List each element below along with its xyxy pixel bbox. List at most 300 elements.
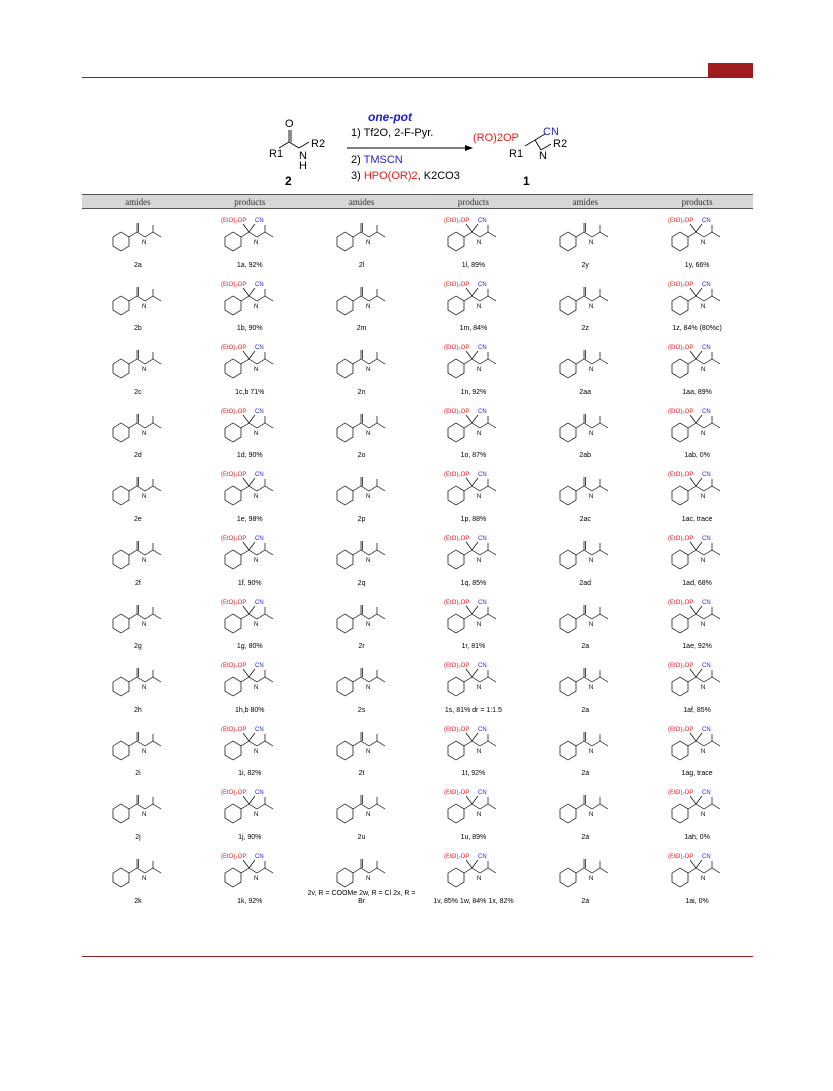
nitrogen-label: N [701, 748, 706, 755]
nitrogen-label: N [477, 812, 482, 819]
table-cell [641, 400, 753, 464]
nitrogen-label: N [477, 240, 482, 246]
phosphonate-label: (EtO)₂OP [444, 472, 470, 479]
table-cell [194, 654, 306, 718]
substrate-table [82, 194, 753, 909]
product-structure [438, 406, 508, 446]
table-cell [82, 845, 194, 909]
nitrogen-label: N [701, 875, 706, 882]
phosphonate-label: (EtO)₂OP [668, 535, 694, 542]
table-cell [306, 209, 418, 273]
amide-caption: 2o [357, 452, 366, 460]
table-cell [306, 527, 418, 591]
nitrogen-label: N [253, 240, 259, 246]
table-cell [641, 654, 753, 718]
table-cell [306, 400, 418, 464]
product-structure [215, 660, 285, 700]
nitrogen-label: N [477, 557, 482, 564]
nitrile-label: CN [478, 472, 488, 479]
table-cell [529, 209, 641, 273]
nitrile-label: CN [702, 535, 711, 542]
reaction-scheme [255, 110, 585, 190]
product-structure [215, 469, 285, 509]
nitrogen-label: N [701, 812, 706, 819]
amide-structure [327, 724, 397, 764]
amide-structure [550, 533, 620, 573]
phosphonate-label: (EtO)₂OP [220, 853, 247, 860]
nitrile-label: CN [478, 535, 488, 542]
nitrogen-label: N [589, 240, 594, 246]
nitrile-label: CN [254, 599, 264, 606]
table-cell [194, 463, 306, 527]
amide-caption: 2d [134, 452, 142, 460]
table-cell [418, 209, 530, 273]
amide-caption: 2n [357, 388, 366, 396]
table-cell [82, 209, 194, 273]
scheme-amide-h: H [299, 160, 307, 172]
scheme-amide-r1: R1 [269, 148, 284, 160]
table-cell [641, 781, 753, 845]
nitrogen-label: N [141, 812, 147, 819]
nitrogen-label: N [253, 875, 259, 882]
product-structure [215, 406, 285, 446]
table-cell [82, 527, 194, 591]
amide-structure [327, 787, 397, 827]
phosphonate-label: (EtO)₂OP [668, 408, 694, 415]
nitrogen-label: N [589, 494, 594, 501]
table-cell [82, 273, 194, 337]
amide-structure [550, 215, 620, 255]
table-cell [529, 463, 641, 527]
amide-structure [550, 279, 620, 319]
table-cell [418, 845, 530, 909]
product-caption: 1h,b 80% [234, 706, 265, 714]
phosphonate-label: (EtO)₂OP [668, 281, 694, 288]
amide-caption: 2s [357, 706, 366, 714]
table-cell [641, 336, 753, 400]
table-cell [82, 400, 194, 464]
header-amides-2: amides [348, 197, 375, 207]
table-cell [529, 527, 641, 591]
amide-caption: 2q [357, 579, 366, 587]
table-cell [641, 591, 753, 655]
product-structure [438, 597, 508, 637]
nitrogen-label: N [477, 430, 482, 437]
amide-structure [327, 215, 397, 255]
product-caption: 1d, 90% [236, 452, 263, 460]
amide-caption: 2c [134, 388, 142, 396]
table-header [82, 194, 753, 209]
amide-caption: 2f [134, 579, 141, 587]
amide-caption: 2k [134, 897, 142, 905]
nitrile-label: CN [478, 599, 488, 606]
product-caption: 1ac, trace [681, 515, 713, 523]
amide-caption: 2b [134, 325, 142, 333]
nitrogen-label: N [477, 685, 482, 692]
nitrile-label: CN [254, 281, 264, 288]
nitrogen-label: N [589, 685, 594, 692]
table-cell [194, 400, 306, 464]
table-cell [82, 654, 194, 718]
table-cell [418, 591, 530, 655]
nitrogen-label: N [141, 748, 147, 755]
amide-caption: 2h [134, 706, 142, 714]
nitrogen-label: N [365, 557, 370, 564]
amide-caption: 2ad [579, 579, 592, 587]
nitrogen-label: N [701, 303, 706, 310]
amide-structure [103, 279, 173, 319]
product-structure [662, 406, 732, 446]
nitrogen-label: N [589, 557, 594, 564]
product-caption: 1a, 92% [236, 261, 263, 269]
amide-structure [103, 406, 173, 446]
nitrogen-label: N [365, 240, 370, 246]
nitrogen-label: N [477, 748, 482, 755]
product-caption: 1e, 98% [236, 515, 263, 523]
amide-structure [550, 406, 620, 446]
scheme-amide-r2: R2 [311, 138, 326, 150]
phosphonate-label: (EtO)₂OP [444, 345, 470, 352]
nitrile-label: CN [478, 218, 488, 224]
nitrogen-label: N [365, 812, 370, 819]
phosphonate-label: (EtO)₂OP [444, 408, 470, 415]
nitrile-label: CN [702, 790, 711, 797]
nitrogen-label: N [701, 557, 706, 564]
table-cell [306, 718, 418, 782]
scheme-product-phos: (RO)2OP [473, 132, 519, 144]
nitrogen-label: N [589, 748, 594, 755]
product-structure [215, 533, 285, 573]
nitrogen-label: N [141, 621, 147, 628]
nitrogen-label: N [701, 367, 706, 374]
nitrogen-label: N [365, 303, 370, 310]
header-products-3: products [681, 197, 713, 207]
phosphonate-label: (EtO)₂OP [220, 218, 247, 224]
nitrogen-label: N [141, 367, 147, 374]
phosphonate-label: (EtO)₂OP [668, 663, 694, 670]
amide-caption: 2e [134, 515, 142, 523]
table-cell [529, 400, 641, 464]
amide-structure [103, 851, 173, 891]
phosphonate-label: (EtO)₂OP [220, 408, 247, 415]
scheme-step1: 1) Tf2O, 2-F-Pyr. [351, 127, 434, 139]
nitrogen-label: N [589, 621, 594, 628]
product-structure [215, 215, 285, 255]
nitrile-label: CN [478, 726, 488, 733]
product-structure [215, 597, 285, 637]
amide-caption: 2i [135, 770, 141, 778]
nitrile-label: CN [254, 853, 264, 860]
amide-caption: 2g [134, 643, 142, 651]
phosphonate-label: (EtO)₂OP [220, 472, 247, 479]
table-cell [641, 845, 753, 909]
scheme-product-r2: R2 [553, 138, 568, 150]
product-structure [662, 597, 732, 637]
nitrile-label: CN [478, 663, 488, 670]
amide-structure [103, 342, 173, 382]
product-structure [215, 787, 285, 827]
table-cell [82, 718, 194, 782]
nitrogen-label: N [701, 240, 706, 246]
table-cell [194, 209, 306, 273]
table-cell [641, 209, 753, 273]
table-cell [306, 273, 418, 337]
nitrile-label: CN [254, 472, 264, 479]
product-caption: 1ah, 0% [684, 833, 710, 841]
nitrogen-label: N [589, 367, 594, 374]
table-body [82, 209, 753, 909]
amide-structure [327, 342, 397, 382]
amide-caption: 2t [358, 770, 365, 778]
amide-structure [103, 533, 173, 573]
table-cell [641, 273, 753, 337]
phosphonate-label: (EtO)₂OP [444, 726, 470, 733]
nitrogen-label: N [253, 557, 259, 564]
table-cell [194, 718, 306, 782]
amide-structure [550, 342, 620, 382]
product-structure [215, 342, 285, 382]
amide-caption: 2aa [579, 388, 592, 396]
nitrile-label: CN [254, 218, 264, 224]
product-structure [215, 851, 285, 891]
phosphonate-label: (EtO)₂OP [444, 218, 470, 224]
product-structure [438, 724, 508, 764]
nitrogen-label: N [253, 685, 259, 692]
amide-caption: 2ac [579, 515, 591, 523]
nitrogen-label: N [141, 494, 147, 501]
nitrile-label: CN [702, 218, 711, 224]
nitrogen-label: N [701, 494, 706, 501]
amide-structure [103, 787, 173, 827]
nitrogen-label: N [701, 621, 706, 628]
nitrogen-label: N [253, 367, 259, 374]
scheme-product-n: N [539, 150, 547, 162]
amide-structure [327, 533, 397, 573]
nitrogen-label: N [477, 367, 482, 374]
table-cell [418, 781, 530, 845]
table-cell [194, 273, 306, 337]
header-products-1: products [234, 197, 266, 207]
amide-structure [103, 660, 173, 700]
table-cell [82, 591, 194, 655]
phosphonate-label: (EtO)₂OP [444, 853, 470, 860]
amide-structure [103, 469, 173, 509]
phosphonate-label: (EtO)₂OP [220, 663, 247, 670]
amide-caption: 2a [581, 706, 590, 714]
product-caption: 1s, 81% dr = 1:1.5 [444, 706, 502, 714]
amide-caption: 2a [134, 261, 142, 269]
product-structure [662, 215, 732, 255]
amide-caption: 2a [581, 897, 590, 905]
phosphonate-label: (EtO)₂OP [668, 853, 694, 860]
nitrogen-label: N [365, 430, 370, 437]
product-caption: 1t, 92% [461, 770, 486, 778]
amide-caption: 2l [358, 261, 365, 269]
nitrile-label: CN [478, 790, 488, 797]
amide-structure [103, 215, 173, 255]
nitrogen-label: N [589, 875, 594, 882]
table-cell [529, 781, 641, 845]
nitrile-label: CN [702, 345, 711, 352]
product-caption: 1aa, 89% [682, 388, 712, 396]
product-caption: 1i, 82% [238, 770, 262, 778]
amide-structure [550, 597, 620, 637]
nitrile-label: CN [254, 345, 264, 352]
product-caption: 1l, 89% [461, 261, 486, 269]
phosphonate-label: (EtO)₂OP [220, 281, 247, 288]
phosphonate-label: (EtO)₂OP [220, 599, 247, 606]
nitrile-label: CN [254, 663, 264, 670]
nitrogen-label: N [477, 621, 482, 628]
nitrogen-label: N [365, 494, 370, 501]
phosphonate-label: (EtO)₂OP [668, 726, 694, 733]
product-caption: 1k, 92% [237, 897, 263, 905]
nitrile-label: CN [702, 663, 711, 670]
nitrogen-label: N [253, 621, 259, 628]
phosphonate-label: (EtO)₂OP [668, 790, 694, 797]
table-cell [194, 845, 306, 909]
scheme-product-cn: CN [543, 126, 559, 138]
nitrogen-label: N [141, 875, 147, 882]
table-cell [418, 463, 530, 527]
product-caption: 1u, 89% [460, 833, 487, 841]
product-structure [438, 533, 508, 573]
header-amides-1: amides [125, 197, 151, 207]
phosphonate-label: (EtO)₂OP [444, 790, 470, 797]
nitrile-label: CN [702, 853, 711, 860]
nitrogen-label: N [477, 494, 482, 501]
product-caption: 1ab, 0% [684, 452, 710, 460]
table-cell [418, 273, 530, 337]
nitrogen-label: N [589, 430, 594, 437]
amide-caption: 2v, R = COOMe 2w, R = Cl 2x, R = Br [307, 889, 416, 905]
product-caption: 1ag, trace [681, 770, 713, 778]
phosphonate-label: (EtO)₂OP [668, 218, 694, 224]
phosphonate-label: (EtO)₂OP [220, 535, 247, 542]
table-cell [306, 336, 418, 400]
header-products-2: products [457, 197, 489, 207]
product-caption: 1ae, 92% [682, 643, 712, 651]
scheme-step3: 3) HPO(OR)2, K2CO3 [351, 170, 460, 182]
nitrile-label: CN [702, 599, 711, 606]
amide-caption: 2r [358, 643, 365, 651]
product-caption: 1y, 66% [684, 261, 710, 269]
amide-structure [550, 660, 620, 700]
nitrogen-label: N [141, 557, 147, 564]
amide-structure [550, 469, 620, 509]
product-structure [662, 342, 732, 382]
nitrogen-label: N [253, 430, 259, 437]
nitrogen-label: N [141, 303, 147, 310]
product-caption: 1g, 80% [236, 643, 263, 651]
table-cell [194, 591, 306, 655]
scheme-product-r1: R1 [509, 148, 524, 160]
amide-caption: 2p [357, 515, 366, 523]
table-cell [418, 400, 530, 464]
product-caption: 1f, 90% [237, 579, 262, 587]
phosphonate-label: (EtO)₂OP [444, 281, 470, 288]
nitrogen-label: N [701, 430, 706, 437]
amide-caption: 2ab [579, 452, 592, 460]
amide-structure [327, 851, 397, 891]
product-structure [438, 469, 508, 509]
product-structure [662, 787, 732, 827]
product-structure [438, 279, 508, 319]
product-caption: 1c,b 71% [235, 388, 265, 396]
amide-caption: 2z [581, 325, 589, 333]
product-structure [438, 660, 508, 700]
nitrile-label: CN [478, 281, 488, 288]
nitrile-label: CN [254, 726, 264, 733]
table-cell [194, 527, 306, 591]
nitrile-label: CN [702, 472, 711, 479]
nitrile-label: CN [254, 408, 264, 415]
amide-structure [327, 469, 397, 509]
phosphonate-label: (EtO)₂OP [220, 726, 247, 733]
product-structure [662, 533, 732, 573]
table-cell [529, 654, 641, 718]
product-structure [438, 342, 508, 382]
nitrogen-label: N [141, 430, 147, 437]
amide-caption: 2u [357, 833, 366, 841]
product-structure [215, 279, 285, 319]
table-cell [529, 591, 641, 655]
nitrogen-label: N [253, 494, 259, 501]
nitrogen-label: N [141, 240, 147, 246]
nitrile-label: CN [478, 345, 488, 352]
nitrogen-label: N [589, 812, 594, 819]
product-structure [438, 851, 508, 891]
table-cell [82, 463, 194, 527]
amide-structure [327, 279, 397, 319]
header-rule [82, 77, 753, 78]
nitrogen-label: N [253, 812, 259, 819]
table-cell [306, 654, 418, 718]
nitrile-label: CN [478, 853, 488, 860]
table-cell [82, 781, 194, 845]
phosphonate-label: (EtO)₂OP [444, 663, 470, 670]
amide-caption: 2m [356, 325, 367, 333]
product-caption: 1b, 90% [236, 325, 263, 333]
table-cell [418, 336, 530, 400]
table-cell [306, 845, 418, 909]
product-caption: 1q, 85% [460, 579, 487, 587]
product-caption: 1z, 84% (80%c) [672, 325, 722, 333]
header-tab [708, 63, 753, 77]
nitrile-label: CN [254, 535, 264, 542]
nitrogen-label: N [701, 685, 706, 692]
table-cell [194, 781, 306, 845]
product-structure [662, 469, 732, 509]
table-cell [306, 591, 418, 655]
phosphonate-label: (EtO)₂OP [220, 790, 247, 797]
nitrogen-label: N [141, 685, 147, 692]
scheme-carbonyl-o: O [285, 118, 294, 130]
product-caption: 1ai, 0% [685, 897, 709, 905]
amide-structure [327, 660, 397, 700]
product-structure [662, 724, 732, 764]
table-cell [641, 463, 753, 527]
table-cell [418, 654, 530, 718]
product-structure [662, 851, 732, 891]
nitrogen-label: N [589, 303, 594, 310]
amide-structure [550, 851, 620, 891]
table-cell [641, 718, 753, 782]
product-structure [215, 724, 285, 764]
nitrile-label: CN [702, 408, 711, 415]
product-caption: 1n, 92% [460, 388, 487, 396]
amide-caption: 2a [581, 643, 590, 651]
